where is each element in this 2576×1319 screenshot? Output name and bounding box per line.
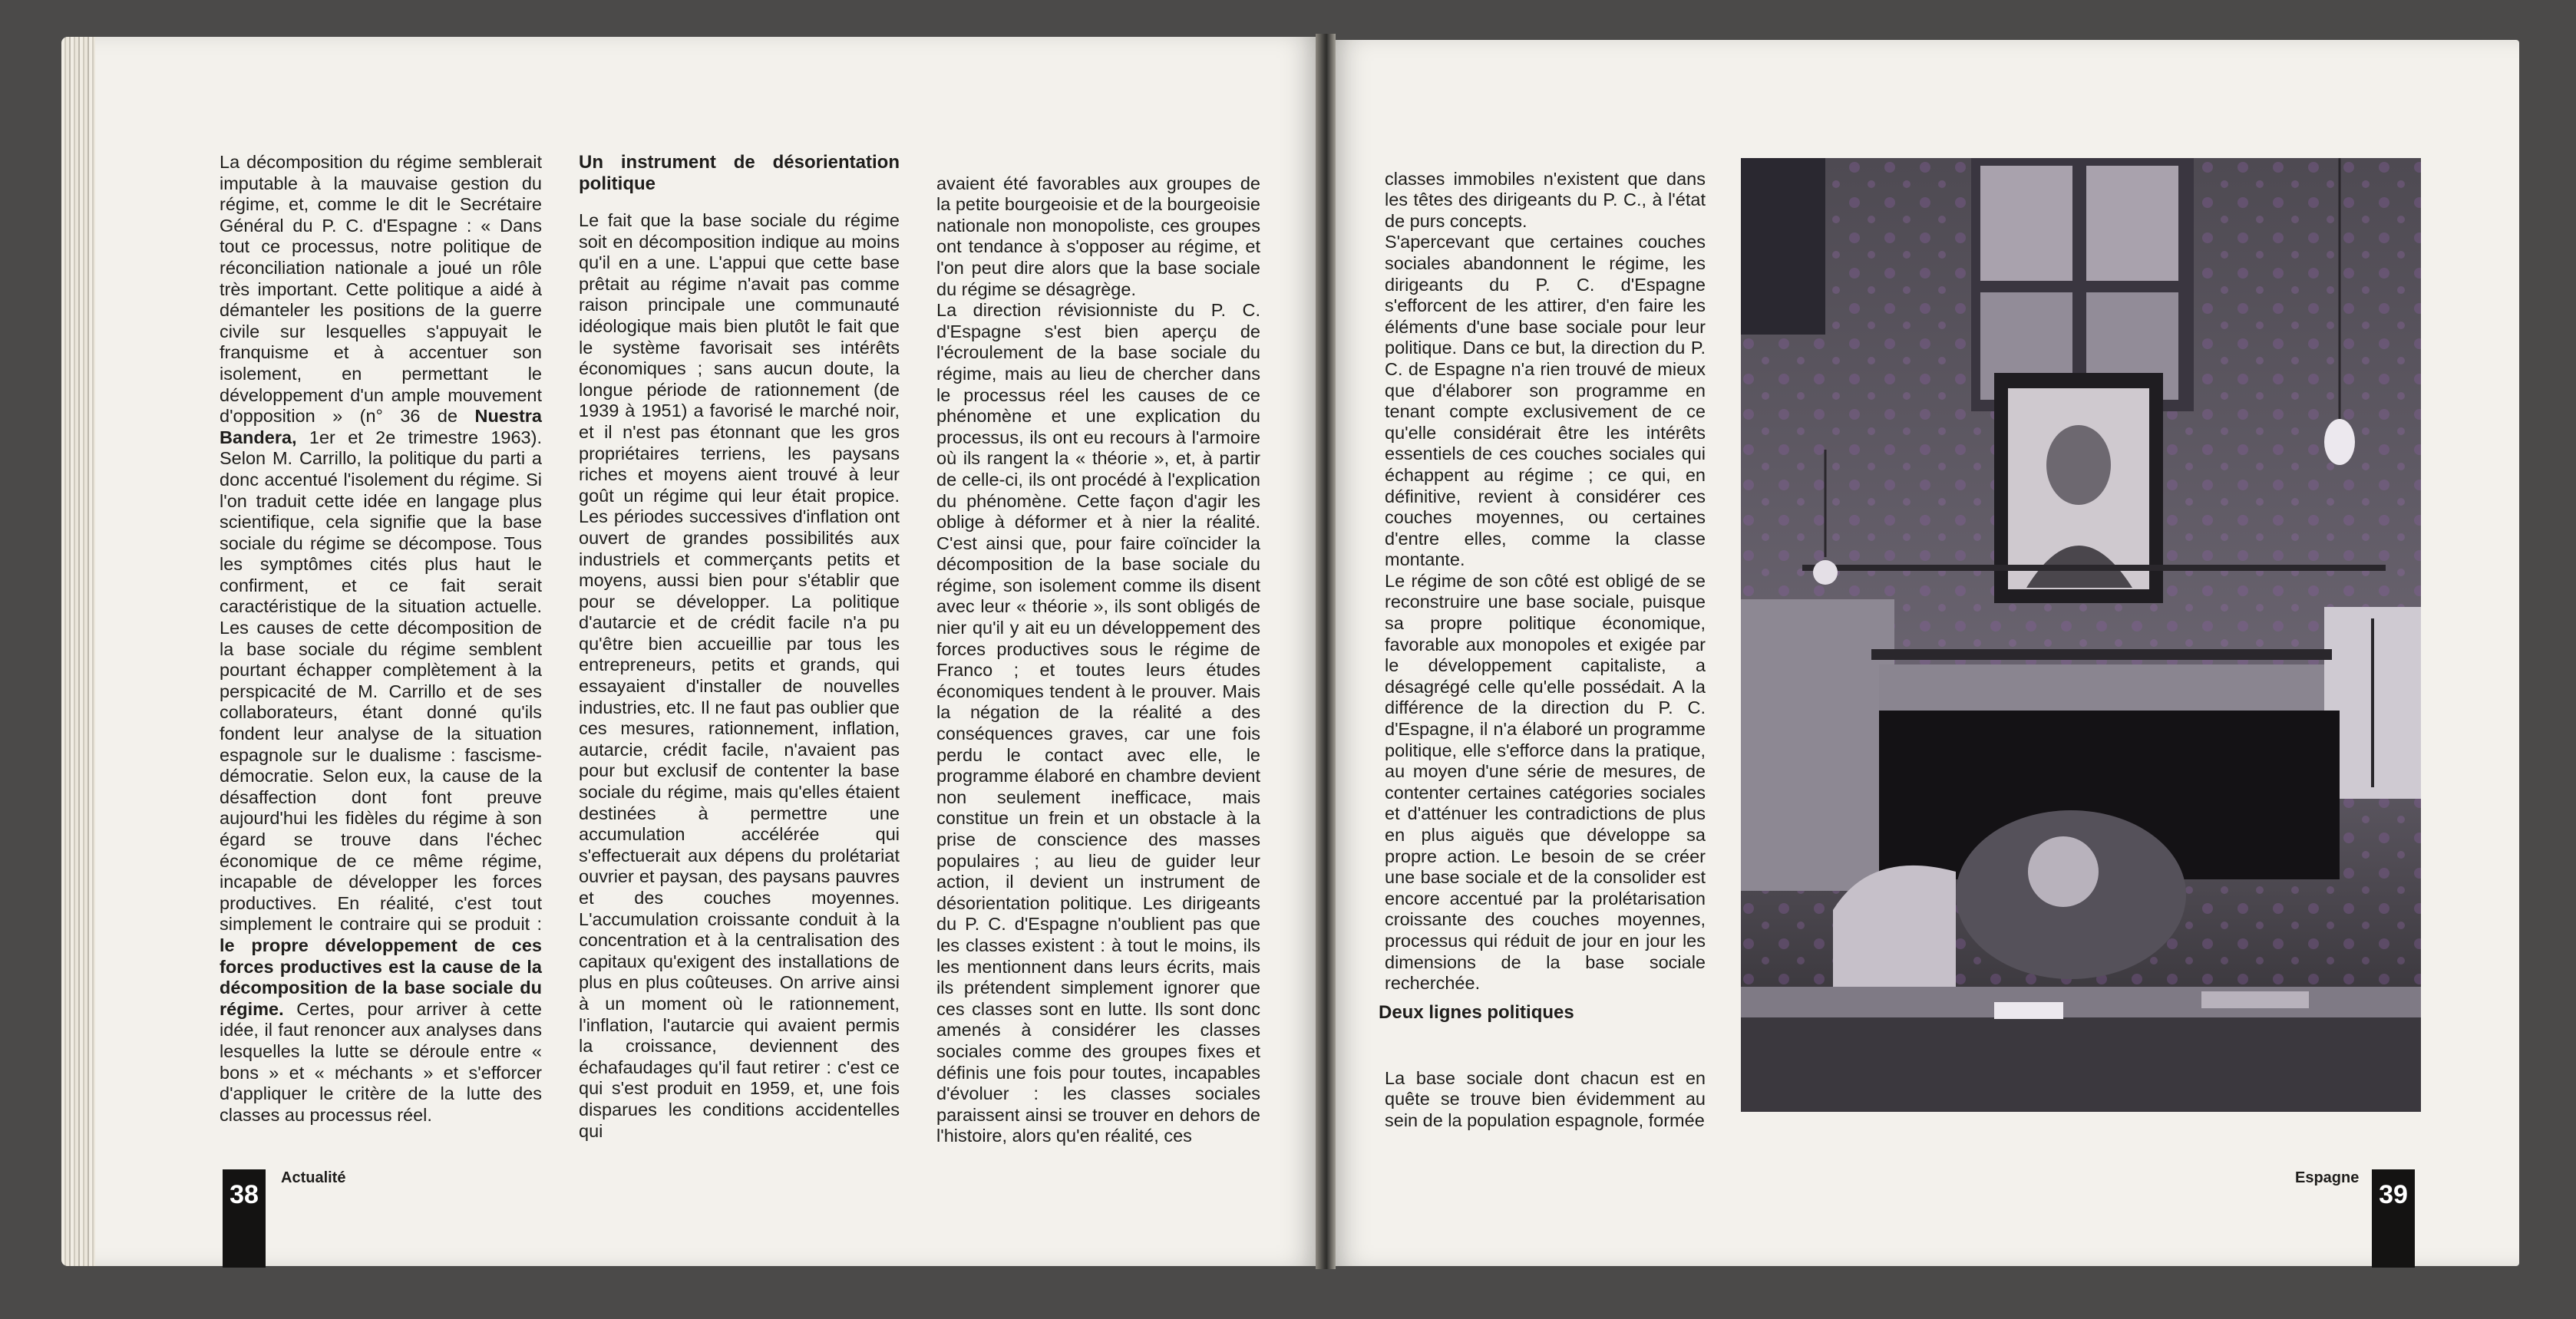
left-column-1 [220, 152, 542, 1126]
section-heading-deux-lignes: Deux lignes politiques [1379, 1002, 1574, 1023]
section-label-left: Actualité [281, 1169, 346, 1186]
col2-body: Le fait que la base sociale du régime soit en décomposition indique au moins qu'il en a une. L'appui que cette base prêtait au régime n'avait pas comme raison principale une communauté idéologique mais bien plutôt le fait que le système favorisait ses intérêts économiques ; sans aucun doute, la longue période de rationnement (de 1939 à 1951) a favorisé le marché noir, et il n'est pas étonnant que les gros propriétaires terriens, les paysans riches et moyens aient trouvé à leur goût un régime qui leur était propice. Les périodes successives d'inflation ont ouvert de grandes possibilités aux industriels et commerçants petits et moyens, aussi bien pour s'établir que pour se développer. La politique d'autarcie et de crédit facile n'a pu qu'être bien accueillie par tous les entrepreneurs, petits et grands, qui essayaient d'installer de nouvelles industries, etc. Il ne faut pas oublier que ces mesures, rationnement, inflation, autarcie, crédit facile, n'avaient pas pour but exclusif de contenter la base sociale du régime, mais qu'elles étaient destinées à permettre une accumulation accélérée qui s'effectuerait aux dépens du prolétariat ouvrier et paysan, des paysans pauvres et des couches moyennes. L'accumulation croissante conduit à la concentration et à la centralisation des capitaux qu'exigent des installations de plus en plus coûteuses. On arrive ainsi à un moment où le rationnement, l'inflation, l'autarcie qui avaient permis la croissance, deviennent des échafaudages qu'il faut retirer : c'est ce qui s'est produit en 1959, et, une fois disparues les conditions accidentelles qui [579, 210, 900, 1141]
right-column-tail [1385, 1047, 1706, 1131]
page-number-right: 39 [2372, 1169, 2415, 1268]
right-col-body: classes immobiles n'existent que dans les têtes des dirigeants du P. C., à l'état de purs concepts. S'apercevant que certaines couches sociales abandonnent le régime, les dirigeants du P. C. d'Espagne s'efforcent de les attirer, d'en faire les éléments d'une base sociale pour leur politique. Dans ce but, la direction du P. C. de Espagne n'a rien trouvé de mieux que d'élaborer son programme en tenant compte exclusivement de ce qu'elle considérait être les intérêts essentiels de ces couches sociales qui échappent au régime ; ce qui, en définitive, revient à considérer ces couches moyennes, ou certaines d'entre elles, comme la classe montante. Le régime de son côté est obligé de se reconstruire une base sociale, puisque sa propre politique économique, favorable aux monopoles et exigée par le développement capitaliste, a désagrégé celle qu'elle possédait. A la différence de la direction du P. C. d'Espagne, il n'a élaboré un programme politique, elle s'efforce dans la pratique, au moyen d'une série de mesures, de contenter certaines catégories sociales et d'atténuer les contradictions de plus en plus aiguës que développe sa propre action. Le besoin de se créer une base sociale et de la consolider est encore accentué par la prolétarisation croissante des couches moyennes, processus qui réduit de jour en jour les dimensions de la base sociale recherchée. [1385, 168, 1706, 994]
left-column-3 [936, 152, 1260, 1147]
col1-bold-title: Nuestra Bandera, [220, 406, 542, 447]
col1-text-mid: 1er et 2e trimestre 1963). Selon M. Carrillo, la politique du parti a donc accentué l'isolement du régime. Si l'on traduit cette idée en langage plus scientifique, cela signifie que la base sociale du régime se décompose. Tous les symptômes cités plus haut le confirment, et ce fait serait caractéristique de la situation actuelle. Les causes de cette décomposition de la base sociale du régime semblent pourtant échapper complètement à la perspicacité de M. Carrillo et de ses collaborateurs, étant donné qu'ils fondent leur analyse de la situation espagnole sur le dualisme : fascisme-démocratie. Selon eux, la cause de la désaffection dont font preuve aujourd'hui les fidèles du régime à son égard se trouve dans l'échec économique de ce même régime, incapable de développer les forces productives. En réalité, c'est tout simplement le contraire qui se produit : [220, 427, 542, 935]
col3-body: avaient été favorables aux groupes de la petite bourgeoisie et de la bourgeoisie nationale non monopoliste, ces groupes ont tendance à s'opposer au régime, et l'on peut dire alors que la base sociale du régime se désagrège. La direction révisionniste du P. C. d'Espagne s'est bien aperçu de l'écroulement de la base sociale du régime, mais au lieu de chercher dans le processus réel les causes de ce phénomène et une explication du processus, ils ont eu recours à l'armoire où ils rangent la « théorie », et, à partir de celle-ci, ils ont procédé à l'explication du phénomène. Cette façon d'agir les oblige à déformer et à nier la réalité. C'est ainsi que, pour faire coïncider la décomposition de la base sociale du régime, son isolement comme ils disent avec leur « théorie », ils sont obligés de nier qu'il y ait eu un développement des forces productives sous le régime de Franco ; et toutes leurs études économiques tendent à le prouver. Mais la négation de la réalité a des conséquences graves, car une fois perdu le contact avec elle, le programme élaboré en chambre devient non seulement inefficace, mais constitue un frein et un obstacle à la prise de conscience des masses populaires ; au lieu de guider leur action, il devient un instrument de désorientation politique. Les dirigeants du P. C. d'Espagne n'oublient pas que les classes existent : à tout le moins, ils les mentionnent dans leurs écrits, mais ils prétendent simplement ignorer que ces classes sont en lutte. Ils sont donc amenés à considérer les classes sociales comme des groupes fixes et définis une fois pour toutes, incapables d'évoluer : les classes sociales paraissent ainsi se trouver en dehors de l'histoire, alors qu'en réalité, ces [936, 173, 1260, 1146]
col1-text-pre: La décomposition du régime semblerait imputable à la mauvaise gestion du régime, et, comme le dit le Secrétaire Général du P. C. d'Espagne : « Dans tout ce processus, notre politique de réconciliation nationale a joué un rôle très important. Cette politique a aidé à démanteler les positions de la guerre civile sur lesquelles s'appuyait le franquisme et à accentuer son isolement, en permettant le développement d'un ample mouvement d'opposition » (n° 36 de [220, 152, 542, 427]
section-heading-desorientation: Un instrument de désorientation politique [579, 152, 900, 194]
right-col-tail: La base sociale dont chacun est en quête se trouve bien évidemment au sein de la population espagnole, formée [1385, 1067, 1706, 1130]
col1-bold-statement: le propre développement de ces forces productives est la cause de la décomposition de la base sociale du régime. [220, 935, 542, 1019]
col1-text-post: Certes, pour arriver à cette idée, il faut renoncer aux analyses dans lesquelles la lutte se déroule entre « bons » et « méchants » et s'efforcer d'appliquer le critère de la lutte des classes au processus réel. [220, 998, 542, 1125]
photograph-workshop [1741, 158, 2421, 1112]
section-label-right: Espagne [2295, 1169, 2360, 1186]
book-spine [1316, 34, 1336, 1269]
left-column-2 [579, 152, 900, 1142]
page-number-left: 38 [223, 1169, 266, 1268]
right-column [1385, 147, 1706, 994]
